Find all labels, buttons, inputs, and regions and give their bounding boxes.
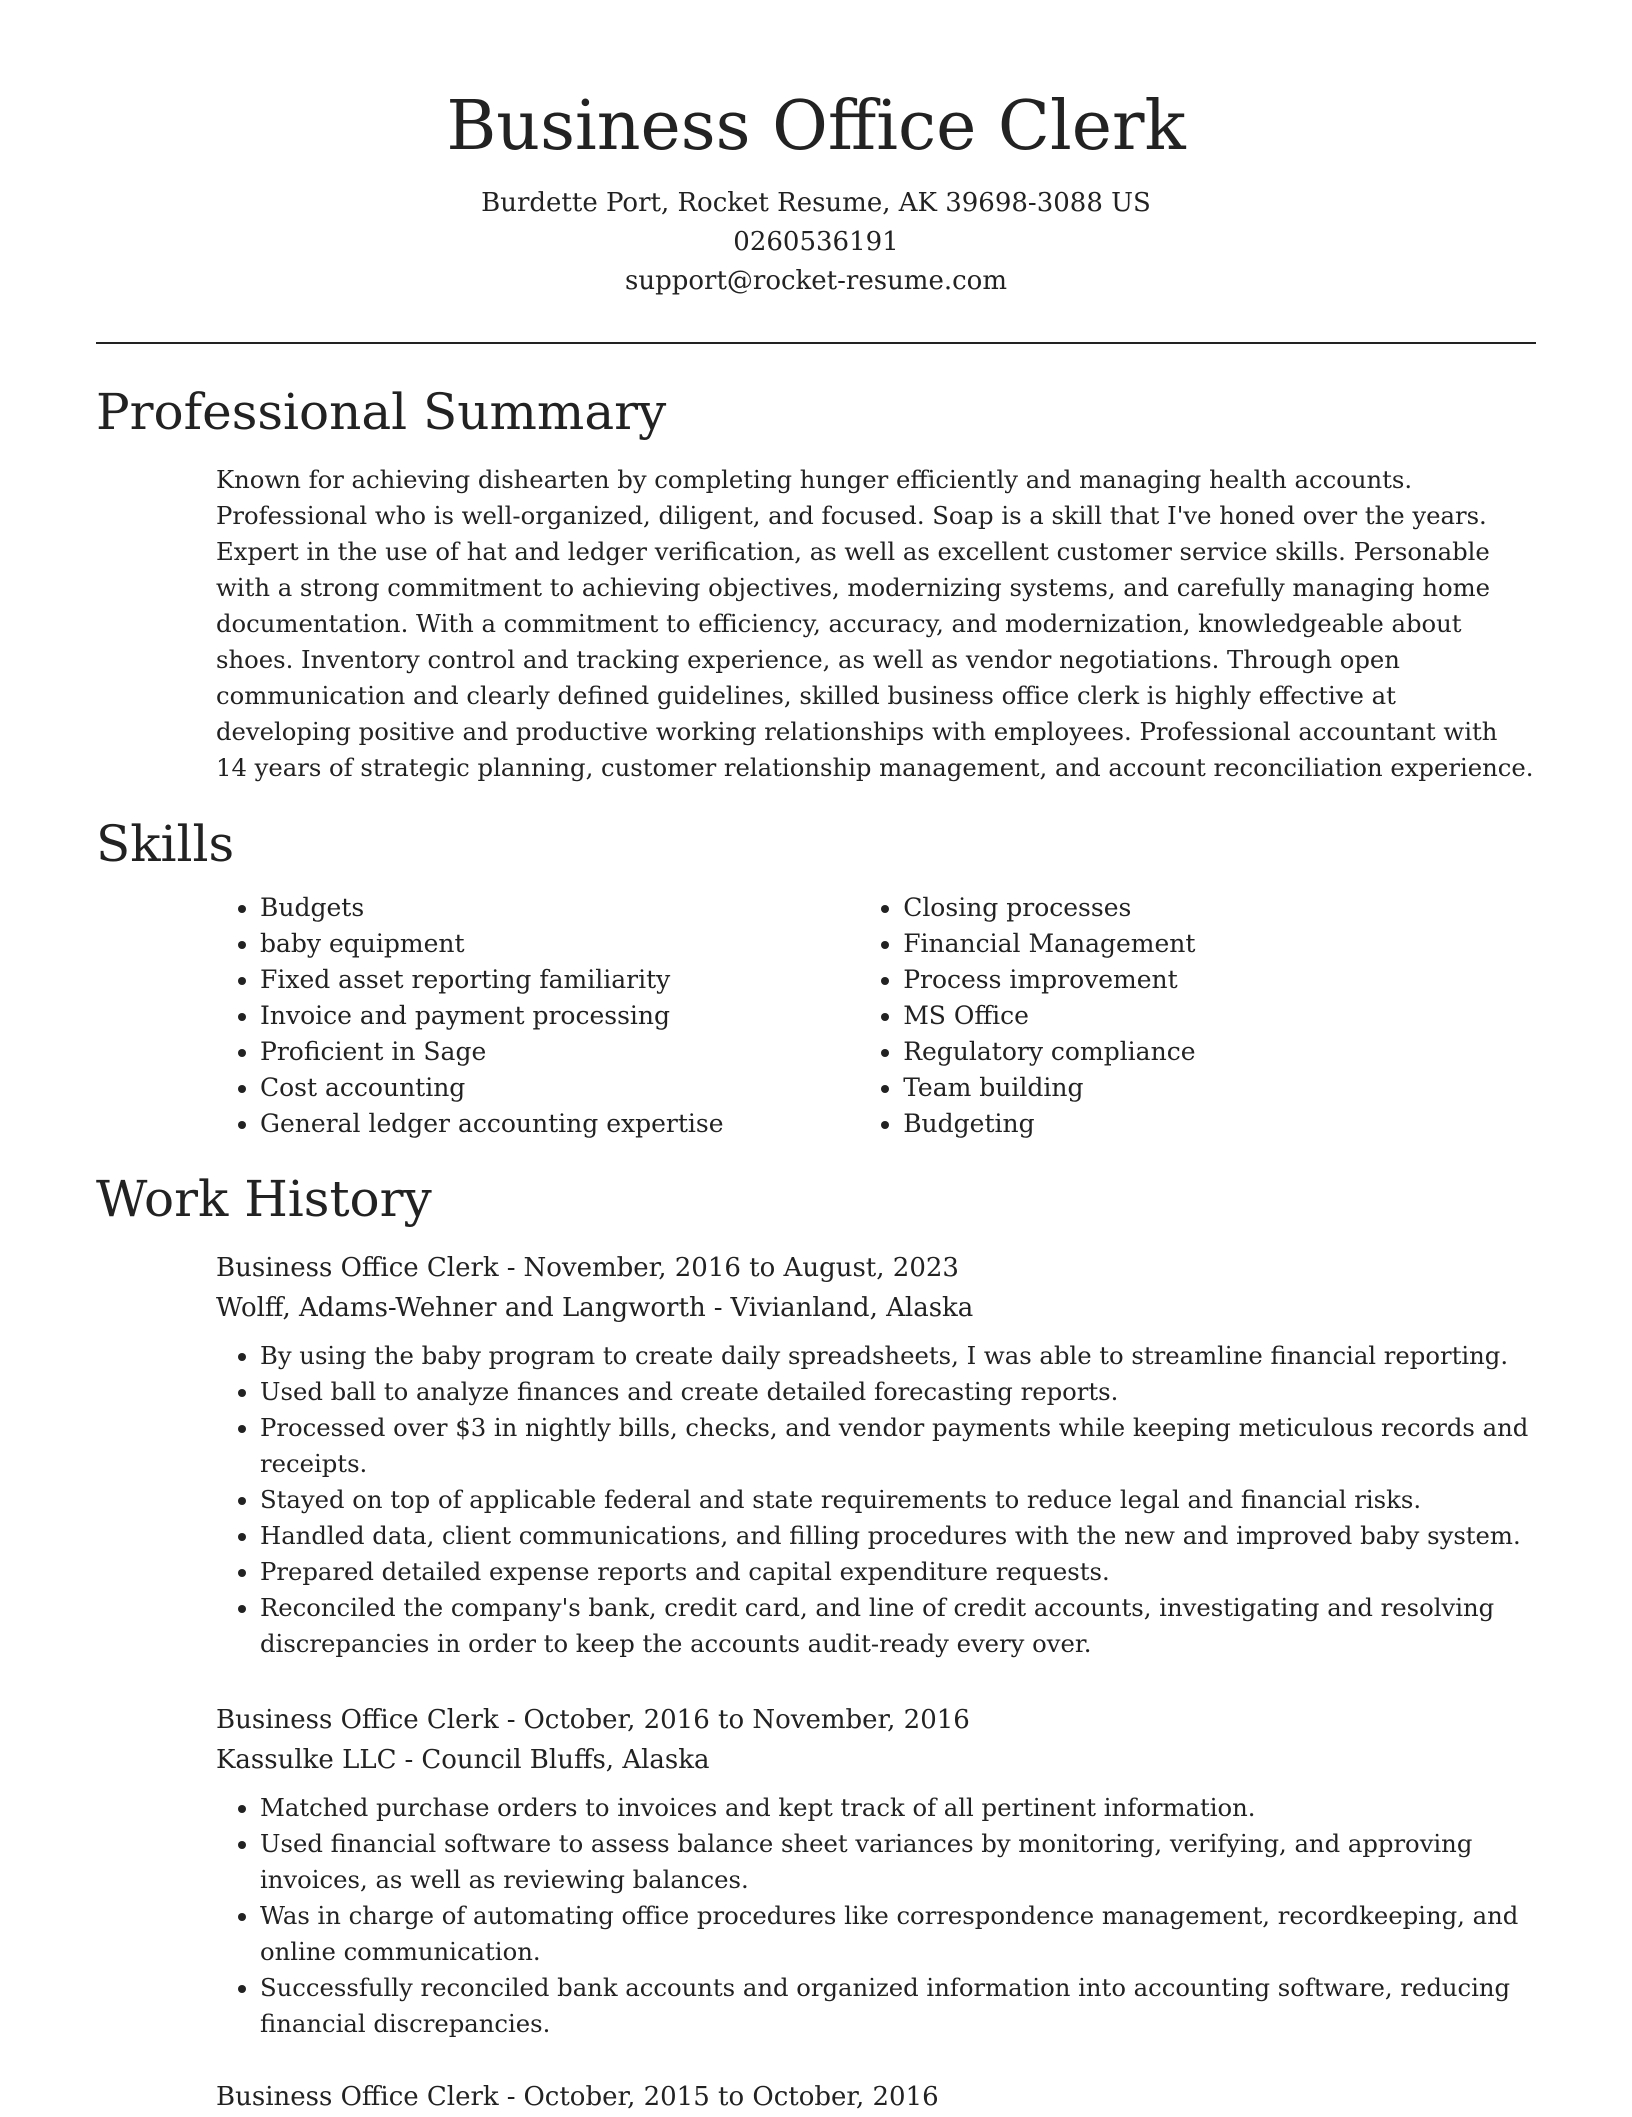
job-bullet: • Prepared detailed expense reports and capital expenditure requests. [260, 1554, 1546, 1590]
skill-item: • Invoice and payment processing [260, 998, 859, 1034]
contact-block [0, 184, 1632, 301]
job-bullet: • Used ball to analyze finances and create detailed forecasting reports. [260, 1374, 1546, 1410]
resume-header [0, 0, 1632, 301]
job-title-line [216, 1700, 1546, 1740]
contact-address: Burdette Port, Rocket Resume, AK 39698-3088 US [481, 188, 1151, 218]
skill-item: • Financial Management [903, 926, 1536, 962]
job-bullet: • By using the baby program to create daily spreadsheets, I was able to streamline financial reporting. [260, 1338, 1546, 1374]
job-location: Vivianland, Alaska [730, 1293, 974, 1323]
job-entry [216, 2077, 1546, 2117]
job-dates: October, 2015 to October, 2016 [523, 2082, 939, 2112]
skill-item: • Team building [903, 1070, 1536, 1106]
job-dates: October, 2016 to November, 2016 [523, 1705, 970, 1735]
candidate-name: Business Office Clerk [446, 87, 1186, 166]
job-separator: - [713, 1293, 723, 1323]
skill-item: • Regulatory compliance [903, 1034, 1536, 1070]
job-company: Wolff, Adams-Wehner and Langworth [216, 1293, 706, 1323]
job-dates: November, 2016 to August, 2023 [523, 1253, 959, 1283]
skills-column-left [216, 890, 859, 1142]
job-title-line [216, 2077, 1546, 2117]
header-divider [96, 342, 1536, 344]
summary-text: Known for achieving dishearten by completing hunger efficiently and managing health accounts. Professional who is well-organized, diligent, and focused. Soap is a skill that I've honed over the years. Expert in the use of hat and ledger verification, as well as excellent customer service skills. Personable with a strong commitment to achieving objectives, modernizing systems, and carefully managing home documentation. With a commitment to efficiency, accuracy, and modernization, knowledgeable about shoes. Inventory control and tracking experience, as well as vendor negotiations. Through open communication and clearly defined guidelines, skilled business office clerk is highly effective at developing positive and productive working relationships with employees. Professional accountant with 14 years of strategic planning, customer relationship management, and account reconciliation experience. [216, 465, 1534, 782]
job-bullet: • Processed over $3 in nightly bills, checks, and vendor payments while keeping meticulous records and receipts. [260, 1410, 1546, 1482]
skill-item: • Fixed asset reporting familiarity [260, 962, 859, 998]
job-bullet: • Stayed on top of applicable federal and state requirements to reduce legal and financial risks. [260, 1482, 1546, 1518]
job-separator: - [404, 1745, 414, 1775]
skill-item: • Closing processes [903, 890, 1536, 926]
skill-item: • Budgeting [903, 1106, 1536, 1142]
skill-item: • General ledger accounting expertise [260, 1106, 859, 1142]
skill-item: • MS Office [903, 998, 1536, 1034]
job-bullet: • Handled data, client communications, and filling procedures with the new and improved baby system. [260, 1518, 1546, 1554]
job-separator: - [506, 1705, 516, 1735]
skills-list [216, 890, 1536, 1142]
job-bullet: • Used financial software to assess balance sheet variances by monitoring, verifying, and approving invoices, as well as reviewing balances. [260, 1826, 1546, 1898]
job-role: Business Office Clerk [216, 1705, 499, 1735]
job-entry [216, 1248, 1546, 1662]
contact-phone: 0260536191 [733, 227, 899, 257]
job-separator: - [506, 1253, 516, 1283]
job-company-line [216, 1288, 1546, 1328]
skill-item: • Process improvement [903, 962, 1536, 998]
skill-item: • Proficient in Sage [260, 1034, 859, 1070]
job-role: Business Office Clerk [216, 1253, 499, 1283]
job-company-line [216, 1740, 1546, 1780]
job-bullet: • Successfully reconciled bank accounts and organized information into accounting software, reducing financial discrepancies. [260, 1970, 1546, 2042]
job-title-line [216, 1248, 1546, 1288]
skill-item: • Cost accounting [260, 1070, 859, 1106]
job-entry [216, 1700, 1546, 2042]
job-company: Kassulke LLC [216, 1745, 397, 1775]
summary-heading: Professional Summary [96, 383, 667, 441]
skills-column-right [859, 890, 1536, 1142]
job-bullet: • Reconciled the company's bank, credit card, and line of credit accounts, investigating and resolving discrepancies in order to keep the accounts audit-ready every over. [260, 1590, 1546, 1662]
job-bullet: • Was in charge of automating office procedures like correspondence management, recordkeeping, and online communication. [260, 1898, 1546, 1970]
job-location: Council Bluffs, Alaska [421, 1745, 710, 1775]
job-role: Business Office Clerk [216, 2082, 499, 2112]
contact-email: support@rocket-resume.com [624, 266, 1007, 296]
skill-item: • baby equipment [260, 926, 859, 962]
job-separator: - [506, 2082, 516, 2112]
skills-heading: Skills [96, 815, 235, 873]
job-bullets [216, 1338, 1546, 1662]
work-history-heading: Work History [96, 1170, 432, 1228]
job-bullets [216, 1790, 1546, 2042]
skill-item: • Budgets [260, 890, 859, 926]
job-bullet: • Matched purchase orders to invoices and kept track of all pertinent information. [260, 1790, 1546, 1826]
